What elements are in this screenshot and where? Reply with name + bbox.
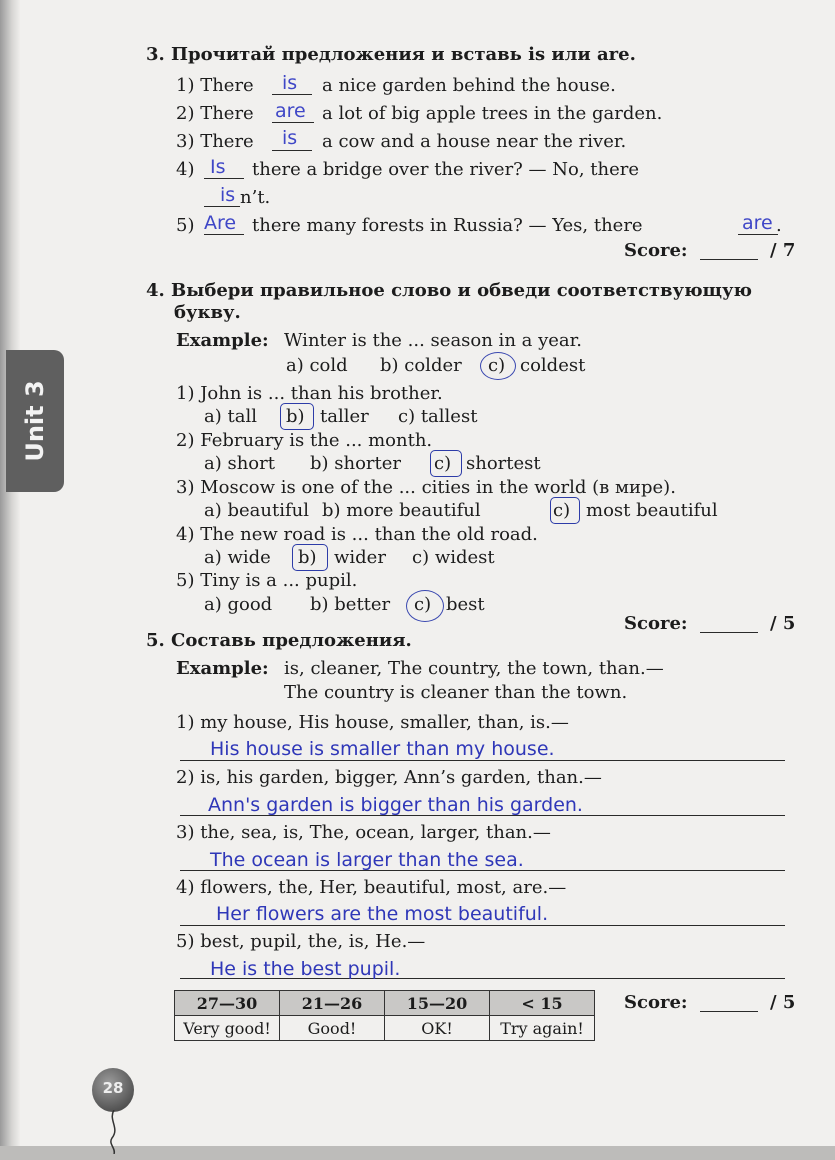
ex4-example-option-b: b) colder <box>380 355 462 376</box>
ex4-q2-option-c-word: shortest <box>466 453 541 474</box>
ex4-example-option-c-word: coldest <box>520 355 586 376</box>
ex3-item-1-answer: is <box>282 72 298 94</box>
ex5-item-4-prompt: 4) flowers, the, Her, beautiful, most, are.— <box>176 877 567 898</box>
ex3-item-4-answer: Is <box>210 156 226 178</box>
ex3-item-5-end: . <box>776 215 782 236</box>
ex4-q4-option-b-word: wider <box>334 547 386 568</box>
ex3-item-4b-post: n’t. <box>240 187 271 208</box>
grading-range-cell: < 15 <box>490 991 595 1016</box>
ex5-heading: 5. Составь предложения. <box>146 630 412 651</box>
ex3-item-4b-answer: is <box>220 184 236 206</box>
ex3-item-3-answer: is <box>282 127 298 149</box>
ex4-score-blank <box>700 632 758 633</box>
ex3-item-4-post: there a bridge over the river? — No, there <box>252 159 640 180</box>
ex4-example-option-a: a) cold <box>286 355 348 376</box>
ex3-item-3-pre: 3) There <box>176 131 254 152</box>
ex5-item-1-prompt: 1) my house, His house, smaller, than, is.— <box>176 712 569 733</box>
ex5-item-1-line <box>180 760 785 761</box>
ex3-item-4b-blank <box>204 206 240 207</box>
ex3-item-5-blank <box>204 234 244 235</box>
ex4-score-label: Score: <box>624 613 688 634</box>
ex3-heading: 3. Прочитай предложения и вставь is или are. <box>146 44 636 65</box>
ex3-item-2-post: a lot of big apple trees in the garden. <box>322 103 663 124</box>
grading-range-cell: 15—20 <box>385 991 490 1016</box>
ex4-q1-option-b: b) <box>286 406 305 427</box>
ex5-item-3-prompt: 3) the, sea, is, The, ocean, larger, than.— <box>176 822 551 843</box>
ex5-item-4-answer: Her flowers are the most beautiful. <box>216 903 549 925</box>
ex3-item-3-blank <box>272 150 312 151</box>
ex4-q4-option-b: b) <box>298 547 317 568</box>
ex3-item-1-blank <box>272 94 312 95</box>
grading-label-cell: Very good! <box>175 1016 280 1041</box>
grading-label-cell: Try again! <box>490 1016 595 1041</box>
ex4-q1-option-c: c) tallest <box>398 406 478 427</box>
balloon-string-icon <box>104 1110 124 1154</box>
ex5-item-4-line <box>180 925 785 926</box>
ex3-item-5-answer: Are <box>204 212 237 234</box>
page-bottom-edge <box>0 1146 835 1160</box>
ex3-score-blank <box>700 259 758 260</box>
ex4-q1-option-b-word: taller <box>320 406 369 427</box>
grading-label-cell: Good! <box>280 1016 385 1041</box>
ex3-item-5-blank-2 <box>738 234 778 235</box>
ex4-q5-option-c-word: best <box>446 594 485 615</box>
ex5-item-2-prompt: 2) is, his garden, bigger, Ann’s garden, than.— <box>176 767 602 788</box>
ex4-score-max: / 5 <box>770 613 796 634</box>
ex3-item-2-answer: are <box>275 100 306 122</box>
ex3-item-2-pre: 2) There <box>176 103 254 124</box>
grading-table <box>174 990 595 1041</box>
ex4-example-label: Example: <box>176 330 269 351</box>
ex4-q4-option-a: a) wide <box>204 547 271 568</box>
ex4-q4-option-c: c) widest <box>412 547 495 568</box>
ex4-q2-option-b: b) shorter <box>310 453 402 474</box>
ex3-item-5-post: there many forests in Russia? — Yes, there <box>252 215 643 236</box>
ex3-score-max: / 7 <box>770 240 796 261</box>
unit-tab-label: Unit 3 <box>21 380 49 462</box>
ex3-item-5-pre: 5) <box>176 215 195 236</box>
page-binding <box>0 0 20 1160</box>
ex3-item-4-pre: 4) <box>176 159 195 180</box>
unit-tab <box>6 350 64 492</box>
ex5-example-text: is, cleaner, The country, the town, than.— <box>284 658 664 679</box>
ex4-heading-line2: букву. <box>174 302 241 323</box>
ex5-item-1-answer: His house is smaller than my house. <box>210 738 555 760</box>
ex4-q1-text: 1) John is ... than his brother. <box>176 383 443 404</box>
ex4-q3-option-a: a) beautiful <box>204 500 309 521</box>
ex5-score-blank <box>700 1011 758 1012</box>
grading-labels-row <box>175 1016 595 1041</box>
ex3-item-1-pre: 1) There <box>176 75 254 96</box>
ex3-score-label: Score: <box>624 240 688 261</box>
ex5-item-5-answer: He is the best pupil. <box>210 958 401 980</box>
ex4-q2-text: 2) February is the ... month. <box>176 430 433 451</box>
ex5-item-5-prompt: 5) best, pupil, the, is, He.— <box>176 931 426 952</box>
ex5-example-answer: The country is cleaner than the town. <box>284 682 628 703</box>
grading-range-cell: 21—26 <box>280 991 385 1016</box>
ex5-item-3-answer: The ocean is larger than the sea. <box>210 849 524 871</box>
ex4-q3-option-c: c) <box>553 500 571 521</box>
grading-ranges-row <box>175 991 595 1016</box>
ex4-q3-option-b: b) more beautiful <box>322 500 481 521</box>
ex4-q3-text: 3) Moscow is one of the ... cities in the world (в мире). <box>176 477 676 498</box>
ex4-heading-line1: 4. Выбери правильное слово и обведи соответствующую <box>146 280 752 301</box>
ex4-q5-text: 5) Tiny is a ... pupil. <box>176 570 358 591</box>
ex5-score-max: / 5 <box>770 992 796 1013</box>
ex3-item-4-blank <box>204 178 244 179</box>
ex3-item-2-blank <box>272 122 314 123</box>
ex4-q2-option-c: c) <box>434 453 452 474</box>
ex5-item-2-answer: Ann's garden is bigger than his garden. <box>208 794 583 816</box>
ex4-q1-option-a: a) tall <box>204 406 257 427</box>
ex4-example-text: Winter is the ... season in a year. <box>284 330 582 351</box>
ex4-q5-option-c: c) <box>414 594 432 615</box>
grading-range-cell: 27—30 <box>175 991 280 1016</box>
ex4-q3-option-c-word: most beautiful <box>586 500 718 521</box>
ex3-item-5-answer-2: are <box>742 212 773 234</box>
ex5-score-label: Score: <box>624 992 688 1013</box>
ex4-example-option-c: c) <box>488 355 506 376</box>
ex4-q5-option-a: a) good <box>204 594 273 615</box>
page-number-balloon <box>92 1068 134 1112</box>
page-number: 28 <box>102 1079 124 1097</box>
grading-label-cell: OK! <box>385 1016 490 1041</box>
ex3-item-1-post: a nice garden behind the house. <box>322 75 616 96</box>
ex3-item-3-post: a cow and a house near the river. <box>322 131 627 152</box>
ex4-q4-text: 4) The new road is ... than the old road. <box>176 524 538 545</box>
ex5-example-label: Example: <box>176 658 269 679</box>
ex4-q2-option-a: a) short <box>204 453 275 474</box>
ex4-q5-option-b: b) better <box>310 594 391 615</box>
